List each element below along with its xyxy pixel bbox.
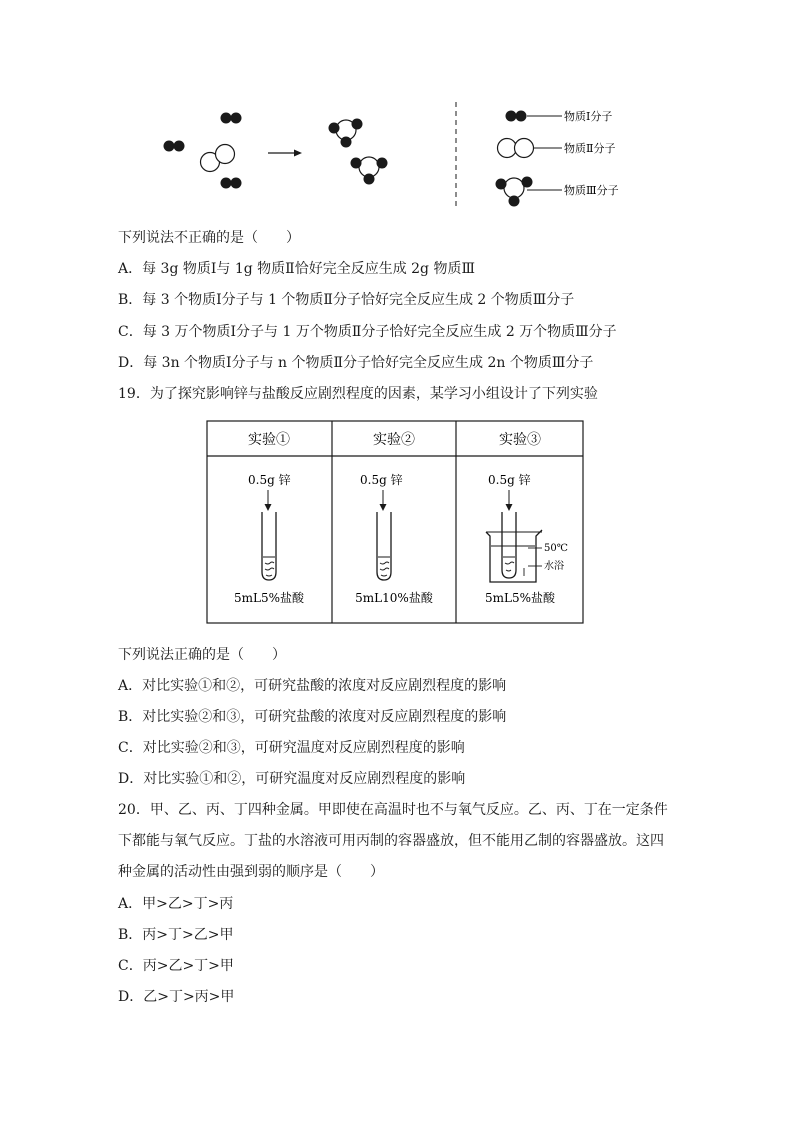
exp1-zinc: 0.5g 锌 (248, 473, 291, 487)
reactant-molecules (164, 113, 242, 189)
q20-option-a: A．甲>乙>丁>丙 (118, 896, 234, 912)
bath-temp: 50℃ (544, 543, 568, 554)
legend-substance-2: 物质Ⅱ分子 (564, 142, 616, 155)
header-exp1: 实验① (248, 432, 290, 448)
q20-option-c: C．丙>乙>丁>甲 (118, 958, 234, 974)
q18-option-d: D．每 3n 个物质Ⅰ分子与 n 个物质Ⅱ分子恰好完全反应生成 2n 个物质Ⅲ分子 (118, 355, 594, 371)
exp3-zinc: 0.5g 锌 (488, 473, 531, 487)
water-bath-beaker (486, 530, 542, 582)
q19-title: 19．为了探究影响锌与盐酸反应剧烈程度的因素，某学习小组设计了下列实验 (118, 386, 598, 402)
q19-option-a: A．对比实验①和②，可研究盐酸的浓度对反应剧烈程度的影响 (118, 678, 507, 694)
q19-option-b: B．对比实验②和③，可研究盐酸的浓度对反应剧烈程度的影响 (118, 709, 507, 725)
legend-substance-3: 物质Ⅲ分子 (564, 184, 619, 197)
experiment-2 (355, 472, 434, 605)
experiment-table (206, 420, 586, 625)
legend-substance-1: 物质Ⅰ分子 (564, 110, 613, 123)
legend (496, 109, 619, 207)
q18-stem: 下列说法不正确的是（ ） (118, 230, 300, 246)
q20-line-3: 种金属的活动性由强到弱的顺序是（ ） (118, 864, 384, 880)
reaction-arrow (268, 150, 302, 157)
molecule-reaction-diagram (150, 100, 650, 212)
exp2-zinc: 0.5g 锌 (360, 473, 403, 487)
q18-option-a: A．每 3g 物质Ⅰ与 1g 物质Ⅱ恰好完全反应生成 2g 物质Ⅲ (118, 261, 475, 277)
q19-stem: 下列说法正确的是（ ） (118, 647, 286, 663)
q20-line-1: 20．甲、乙、丙、丁四种金属。甲即使在高温时也不与氧气反应。乙、丙、丁在一定条件 (118, 802, 668, 818)
experiment-3 (485, 472, 568, 605)
experiment-1 (234, 472, 305, 605)
product-molecules (329, 119, 388, 185)
exp2-acid: 5mL10%盐酸 (355, 591, 433, 605)
header-exp2: 实验② (373, 432, 415, 448)
q19-option-d: D．对比实验①和②，可研究温度对反应剧烈程度的影响 (118, 771, 466, 787)
exp1-acid: 5mL5%盐酸 (233, 591, 305, 605)
q18-option-b: B．每 3 个物质Ⅰ分子与 1 个物质Ⅱ分子恰好完全反应生成 2 个物质Ⅲ分子 (118, 292, 575, 308)
q20-line-2: 下都能与氧气反应。丁盐的水溶液可用丙制的容器盛放，但不能用乙制的容器盛放。这四 (118, 833, 664, 849)
q18-option-c: C．每 3 万个物质Ⅰ分子与 1 万个物质Ⅱ分子恰好完全反应生成 2 万个物质Ⅲ分子 (118, 324, 617, 340)
test-tube-3 (502, 512, 516, 578)
bath-label: 水浴 (544, 561, 564, 572)
q19-option-c: C．对比实验②和③，可研究温度对反应剧烈程度的影响 (118, 740, 465, 756)
header-exp3: 实验③ (499, 432, 541, 448)
exp3-acid: 5mL5%盐酸 (484, 591, 556, 605)
q20-option-b: B．丙>丁>乙>甲 (118, 927, 234, 943)
q20-option-d: D．乙>丁>丙>甲 (118, 989, 235, 1005)
